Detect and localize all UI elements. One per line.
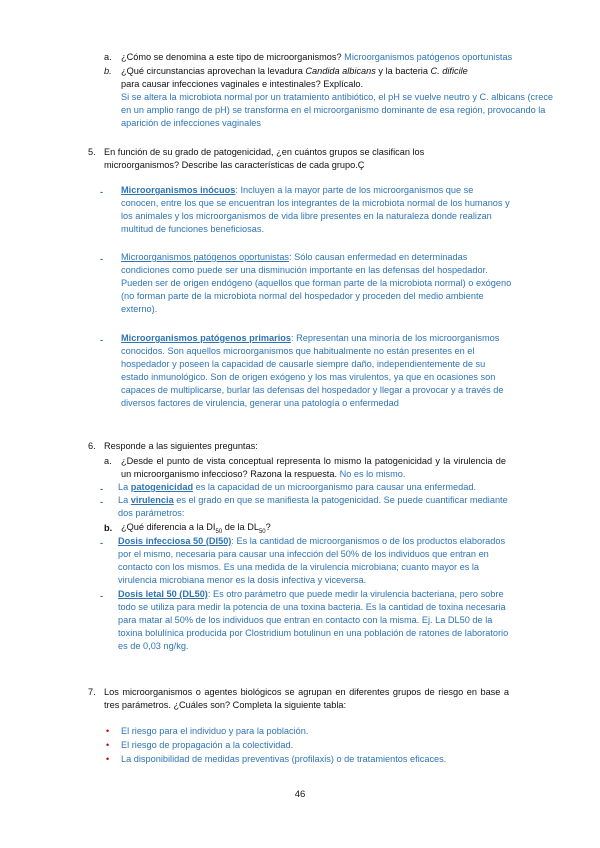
q6-patogenicidad-la: La xyxy=(118,482,131,492)
q6-di50-sep: : xyxy=(231,536,237,546)
q6-b-sub2: 50 xyxy=(258,528,266,535)
q6-virulencia-la: La xyxy=(118,495,131,505)
q6-patogenicidad-dash: - xyxy=(100,484,104,494)
q6-di50-term: Dosis infecciosa 50 (DI50) xyxy=(118,536,232,546)
q6-virulencia-text: es el grado en que se manifiesta la patogenicidad. Se puede cuantificar mediante dos parámetros: xyxy=(118,495,508,518)
q7-question: Los microorganismos o agentes biológicos se agrupan en diferentes grupos de riesgo en base a tres parámetros. ¿Cuáles son? Completa la siguiente tabla: xyxy=(104,687,509,710)
q5-item1-sep: : xyxy=(235,185,241,195)
q5-question: En función de su grado de patogenicidad, ¿en cuántos grupos se clasifican los microorganismos? Describe las características de cada grupo.Ç xyxy=(104,147,425,170)
q6-b-question-part1: ¿Qué diferencia a la DI xyxy=(121,522,216,532)
q5-item2 xyxy=(121,251,516,316)
q6-dl50-dash: - xyxy=(100,591,104,601)
q4-b-question-part2: y la bacteria xyxy=(375,66,431,76)
q5-item3 xyxy=(121,332,506,410)
q6-a-marker: a. xyxy=(104,456,112,466)
q6-dl50-sep: : xyxy=(207,589,213,599)
page-number: 46 xyxy=(294,789,306,800)
q7-bullet2: El riesgo de propagación a la colectividad. xyxy=(121,740,294,750)
q6-dl50-term: Dosis letal 50 (DL50) xyxy=(118,589,208,599)
q6-question: Responde a las siguientes preguntas: xyxy=(104,441,258,451)
q5-item3-sep: : xyxy=(291,333,297,343)
q5-item1 xyxy=(121,184,513,236)
q6-di50-dash: - xyxy=(100,538,104,548)
q7-bullet3: La disponibilidad de medidas preventivas (profilaxis) o de tratamientos eficaces. xyxy=(121,754,447,764)
q4-b-answer: Si se altera la microbiota normal por un tratamiento antibiótico, el pH se vuelve neutro y C. albicans (crece en un amplio rango de pH) se transforma en el microorganismo dominante de esa región, provocando la aparición de infecciones vaginales xyxy=(121,92,554,128)
q5-item1-text: Incluyen a la mayor parte de los microorganismos que se conocen, entre los que se encuentran los integrantes de la microbiota normal de los humanos y los animales y los microorganismos de vida libre presentes en la naturaleza donde realizan multitud de funciones beneficiosas. xyxy=(121,185,510,234)
q5-item3-dash: - xyxy=(100,335,104,345)
q6-patogenicidad xyxy=(118,481,513,494)
q7-number: 7. xyxy=(88,687,96,697)
q7-bullet3-marker: • xyxy=(106,754,110,764)
q4-b-question-line2: para causar infecciones vaginales e intestinales? Explícalo. xyxy=(121,79,364,89)
q6-dl50 xyxy=(118,588,510,653)
q6-b-marker: b. xyxy=(104,523,113,533)
q5-item2-term: Microorganismos patógenos oportunistas xyxy=(121,252,290,262)
q7-bullet1-marker: • xyxy=(106,726,110,736)
q4-a-marker: a. xyxy=(104,52,112,62)
q6-a-answer: No es lo mismo. xyxy=(339,469,406,479)
q6-virulencia-dash: - xyxy=(100,497,104,507)
q6-b-question-part3: ? xyxy=(265,522,271,532)
q6-number: 6. xyxy=(88,441,96,451)
q4-b-candida: Candida albicans xyxy=(305,66,376,76)
q4-b-marker: b. xyxy=(104,66,112,76)
q6-patogenicidad-text: es la capacidad de un microorganismo para causar una enfermedad. xyxy=(193,482,476,492)
q4-b-cdificile: C. dificile xyxy=(430,66,468,76)
q6-a-question: ¿Desde el punto de vista conceptual representa lo mismo la patogenicidad y la virulencia de un microorganismo infeccioso? Razona la respuesta. xyxy=(121,456,506,479)
q6-di50-text: Es la cantidad de microorganismos o de los productos elaborados por el mismo, necesaria para causar una infección del 50% de los individuos que entran en contacto con los mismos. Es una medida de la virulencia microbiana; cuanto mayor es la virulencia microbiana menor es la dosis infectiva y viceversa. xyxy=(118,536,506,585)
q6-virulencia xyxy=(118,494,513,520)
q5-item1-term: Microorganismos inócuos xyxy=(121,185,236,195)
q4-a-question: ¿Cómo se denomina a este tipo de microorganismos? xyxy=(121,52,345,62)
q6-patogenicidad-term: patogenicidad xyxy=(130,482,194,492)
q5-item1-dash: - xyxy=(100,187,104,197)
q6-b-question-part2: de la DL xyxy=(222,522,259,532)
q5-item2-text: Sólo causan enfermedad en determinadas condiciones como puede ser una disminución importante en las defensas del hospedador. Pueden ser de origen endógeno (aquellos que forman parte de la microbiota normal) o exógeno (no forman parte de la microbiota normal del hospedador y proceden del medio ambiente externo). xyxy=(121,252,512,314)
q4-b-question xyxy=(121,65,551,78)
q7-bullet1: El riesgo para el individuo y para la población. xyxy=(121,726,309,736)
q4-a-line xyxy=(121,51,561,64)
q4-a-answer: Microorganismos patógenos oportunistas xyxy=(344,52,513,62)
q6-dl50-text: Es otro parámetro que puede medir la virulencia bacteriana, pero sobre todo se utiliza para medir la potencia de una toxina bacteria. Es la cantidad de toxina necesaria para matar al 50% de los individuos que entran en contacto con la misma. Ej. La DL50 de la toxina bolulínica producida por Clostridium botulinun en una población de ratones de laboratorio es de 0,03 ng/kg. xyxy=(118,589,509,651)
q7-bullet2-marker: • xyxy=(106,740,110,750)
q5-item2-dash: - xyxy=(100,254,104,264)
q6-a-line xyxy=(121,455,506,481)
q6-virulencia-term: virulencia xyxy=(130,495,174,505)
q6-b-sub1: 50 xyxy=(215,528,223,535)
q5-number: 5. xyxy=(88,147,96,157)
q5-item2-sep: : xyxy=(289,252,295,262)
q5-item3-text: Representan una minoría de los microorganismos conocidos. Son aquellos microorganismos que habitualmente no están presentes en el hospedador y poseen la capacidad de causarle siempre daño, independientemente de su estado inmunológico. Son de origen exógeno y los mas virulentos, ya que en ocasiones son capaces de multiplicarse, burlar las defensas del hospedador y llegar a provocar y a través de diversos factores de virulencia, generar una patología o enfermedad xyxy=(121,333,504,408)
q5-item3-term: Microorganismos patógenos primarios xyxy=(121,333,292,343)
q6-di50 xyxy=(118,535,510,587)
q4-b-question-part1: ¿Qué circunstancias aprovechan la levadura xyxy=(121,66,306,76)
